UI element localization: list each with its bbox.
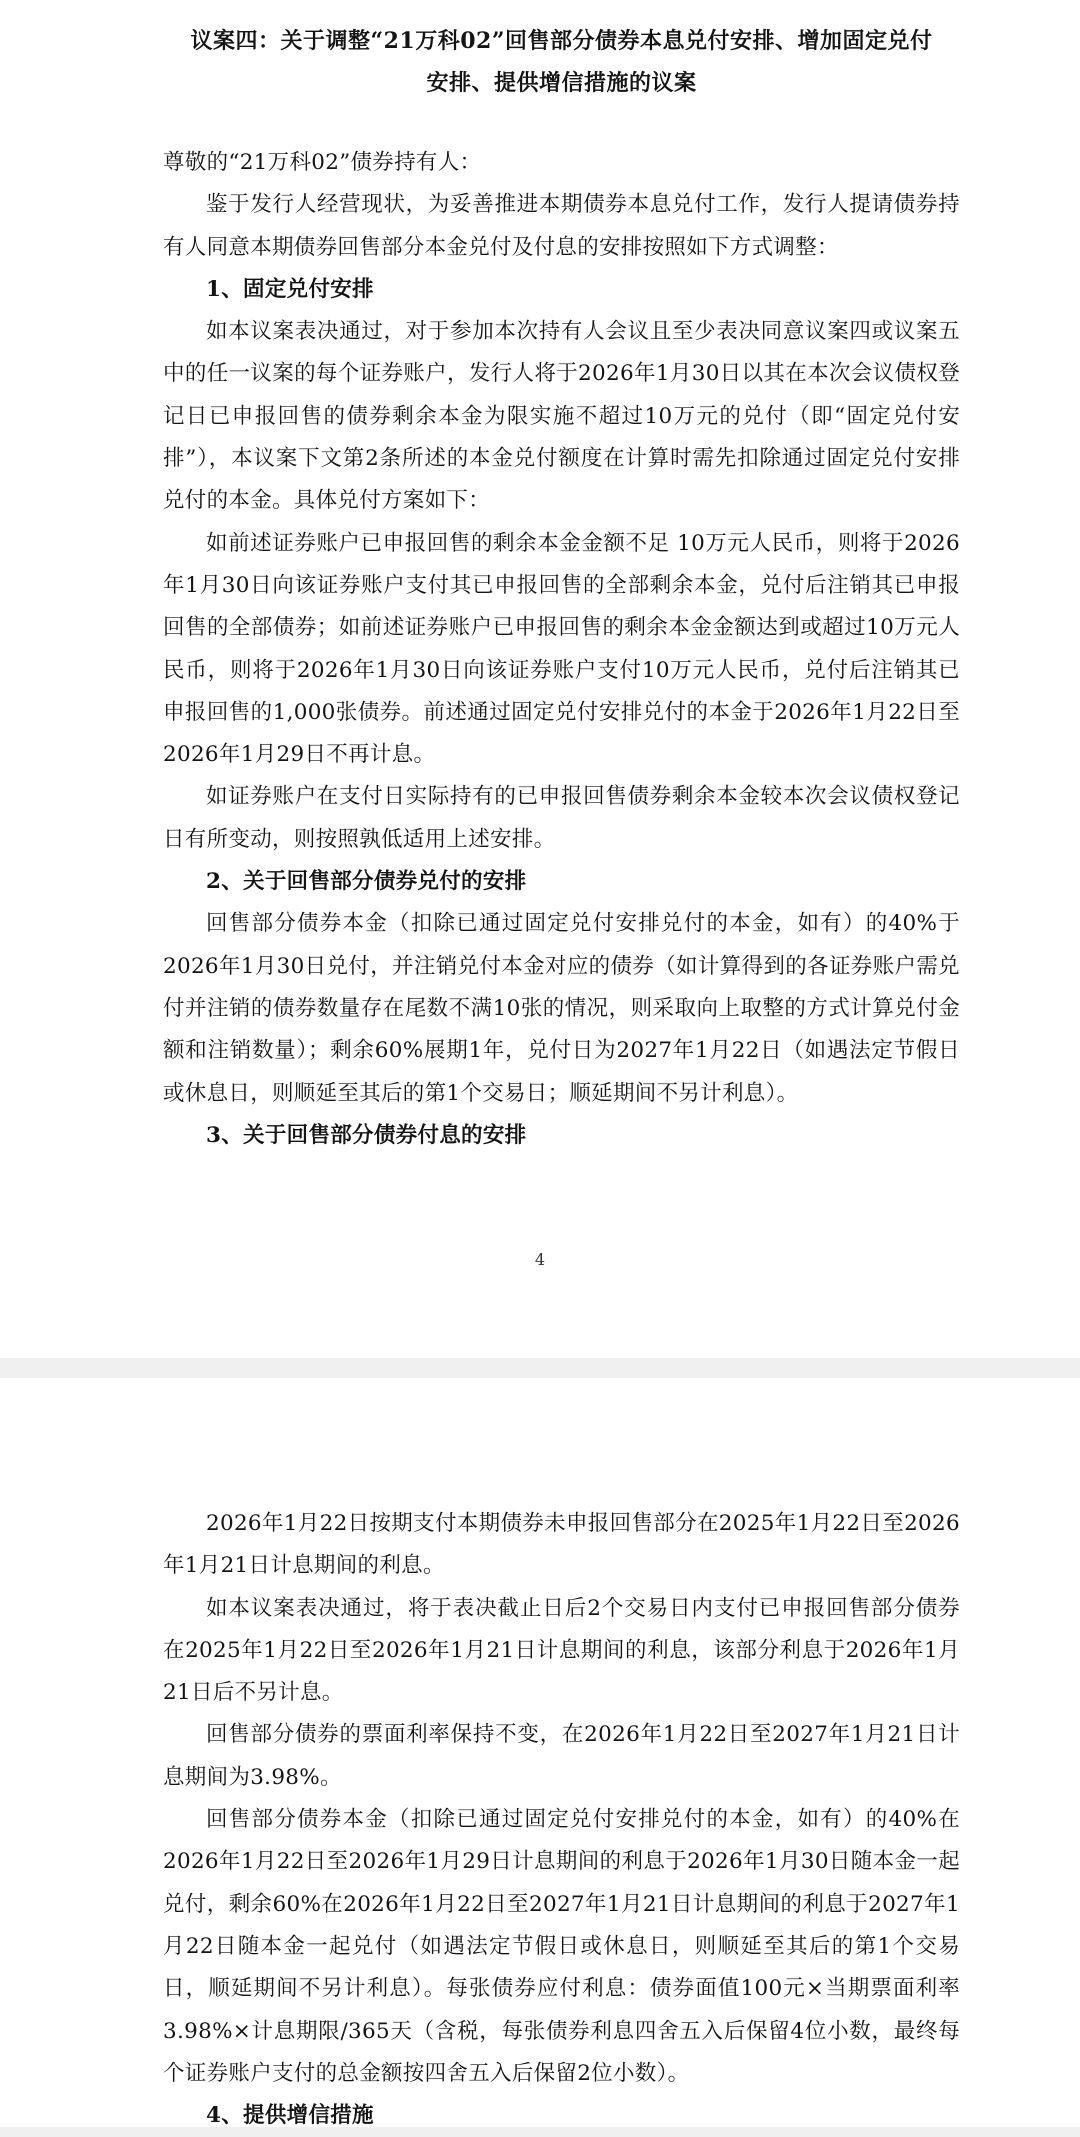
paragraph-1b: 如前述证券账户已申报回售的剩余本金金额不足 10万元人民币，则将于2026年1月30日向该证券账户支付其已申报回售的全部剩余本金，兑付后注销其已申报回售的全部债券；如前述证券账户已申报回售的剩余本金金额达到或超过10万元人民币，则将于2026年1月30日向该证券账户支付10万元人民币，兑付后注销其已申报回售的1,000张债券。前述通过固定兑付安排兑付的本金于2026年1月22日至2026年1月29日不再计息。 [163,530,960,768]
paragraph-1c: 如证券账户在支付日实际持有的已申报回售债券剩余本金较本次会议债权登记日有所变动，则按照孰低适用上述安排。 [163,784,960,852]
page-body [163,142,960,1157]
salutation: 尊敬的“21万科02”债券持有人： [163,150,482,175]
motion-title [163,20,960,104]
paragraph-3a: 2026年1月22日按期支付本期债券未申报回售部分在2025年1月22日至2026年1月21日计息期间的利息。 [163,1511,960,1579]
paragraph-3b: 如本议案表决通过，将于表决截止日后2个交易日内支付已申报回售部分债券在2025年1月22日至2026年1月21日计息期间的利息，该部分利息于2026年1月21日后不另计息。 [163,1595,960,1706]
motion-title-line-2: 安排、提供增信措施的议案 [426,70,697,96]
section-heading-1: 1、固定兑付安排 [206,276,374,302]
paragraph-3d: 回售部分债券本金（扣除已通过固定兑付安排兑付的本金，如有）的40%在2026年1月22日至2026年1月29日计息期间的利息于2026年1月30日随本金一起兑付，剩余60%在2026年1月22日至2027年1月21日计息期间的利息于2027年1月22日随本金一起兑付（如遇法定节假日或休息日，则顺延至其后的第1个交易日，顺延期间不另计利息）。每张债券应付利息：债券面值100元×当期票面利率3.98%×计息期限/365天（含税，每张债券利息四舍五入后保留4位小数，最终每个证券账户支付的总金额按四舍五入后保留2位小数）。 [163,1807,960,2086]
motion-title-line-1: 议案四：关于调整“21万科02”回售部分债券本息兑付安排、增加固定兑付 [190,28,933,54]
document-page-5 [0,1378,1080,2127]
page-body [163,1503,960,2137]
section-heading-4: 4、提供增信措施 [206,2103,374,2129]
paragraph-3c: 回售部分债券的票面利率保持不变，在2026年1月22日至2027年1月21日计息期间为3.98%。 [163,1722,960,1790]
section-heading-3: 3、关于回售部分债券付息的安排 [206,1122,527,1148]
paragraph-1a: 如本议案表决通过，对于参加本次持有人会议且至少表决同意议案四或议案五中的任一议案的每个证券账户，发行人将于2026年1月30日以其在本次会议债权登记日已申报回售的债券剩余本金为限实施不超过10万元的兑付（即“固定兑付安排”），本议案下文第2条所述的本金兑付额度在计算时需先扣除通过固定兑付安排兑付的本金。具体兑付方案如下： [163,319,960,514]
paragraph-2a: 回售部分债券本金（扣除已通过固定兑付安排兑付的本金，如有）的40%于2026年1月30日兑付，并注销兑付本金对应的债券（如计算得到的各证券账户需兑付并注销的债券数量存在尾数不满10张的情况，则采取向上取整的方式计算兑付金额和注销数量）；剩余60%展期1年，兑付日为2027年1月22日（如遇法定节假日或休息日，则顺延至其后的第1个交易日；顺延期间不另计利息）。 [163,911,960,1106]
paragraph-intro: 鉴于发行人经营现状，为妥善推进本期债券本息兑付工作，发行人提请债券持有人同意本期债券回售部分本金兑付及付息的安排按照如下方式调整： [163,192,960,260]
section-heading-2: 2、关于回售部分债券兑付的安排 [206,869,527,895]
page-number: 4 [534,1250,546,1269]
